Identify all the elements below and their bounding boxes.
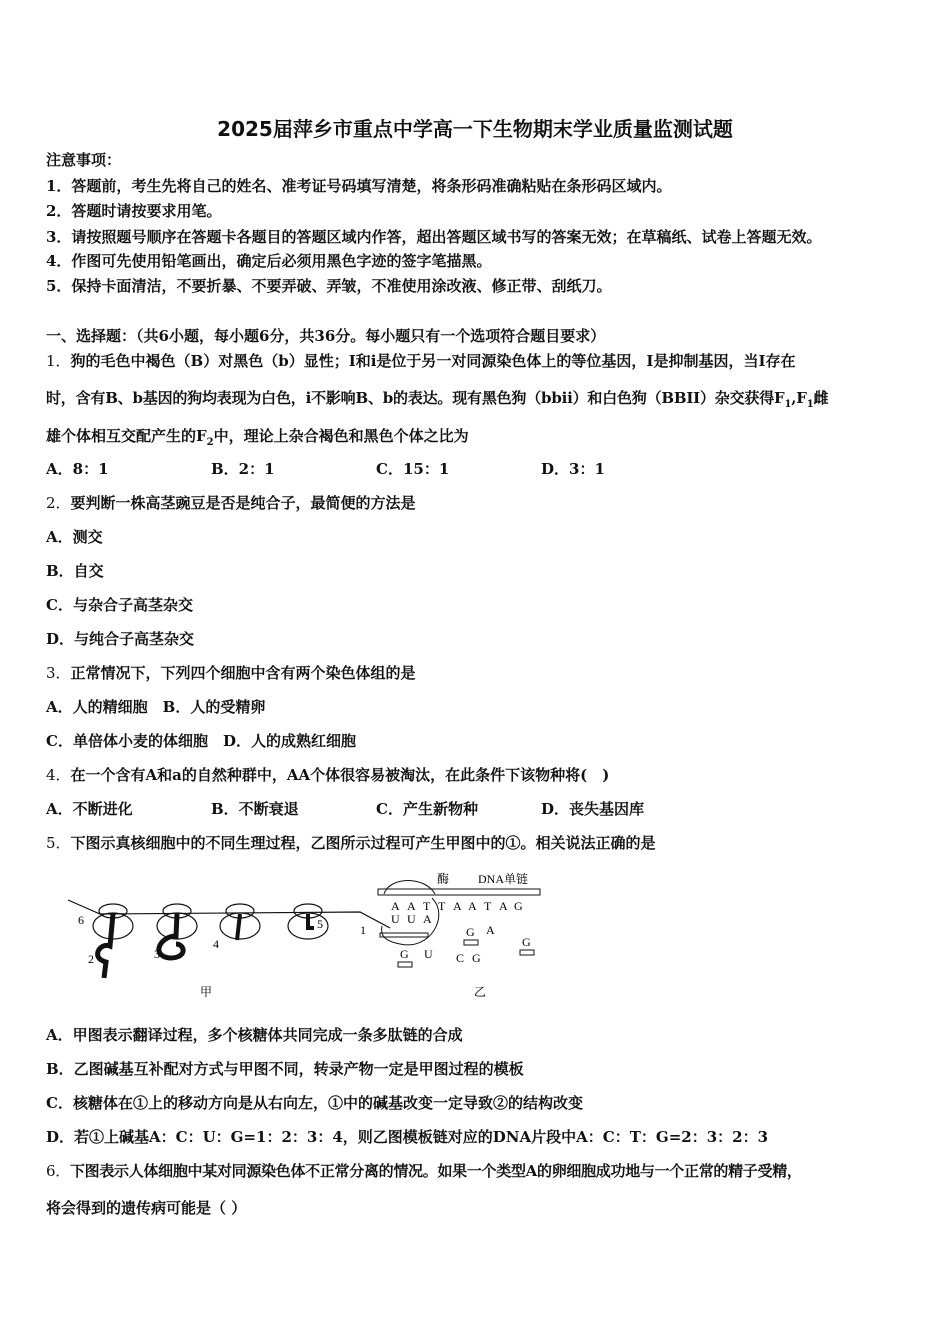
notice-heading: 注意事项：: [46, 151, 122, 169]
svg-text:A: A: [486, 923, 495, 937]
svg-text:酶: 酶: [437, 872, 450, 886]
svg-text:G: G: [514, 899, 523, 913]
option-b: B．乙图碱基互补配对方式与甲图不同，转录产物一定是甲图过程的模板: [46, 1060, 524, 1078]
option-c: C．15：1: [376, 460, 450, 478]
option-c: C．核糖体在①上的移动方向是从右向左，①中的碱基改变一定导致②的结构改变: [46, 1094, 583, 1112]
option-b: B．不断衰退: [211, 800, 299, 818]
svg-text:C: C: [456, 951, 465, 965]
q1-text: 狗的毛色中褐色（B）对黑色（b）显性；I和i是位于另一对同源染色体上的等位基因，I是抑制基因，当I存在: [70, 352, 796, 370]
svg-text:6: 6: [78, 913, 84, 927]
q1-line2: 时，含有B、b基因的狗均表现为白色，i不影响B、b的表达。现有黑色狗（bbii）和白色狗（BBII）杂交获得$F_1,F_1$雌: [46, 389, 829, 410]
option-a: A．8：1: [46, 460, 109, 478]
svg-text:5: 5: [317, 917, 323, 931]
q1-line1: [46, 351, 795, 371]
q6-line2: 将会得到的遗传病可能是（ ）: [46, 1199, 247, 1217]
option-b: B．2：1: [211, 460, 275, 478]
dna-bases: [391, 899, 531, 965]
figure-jia: [68, 900, 390, 978]
svg-text:4: 4: [213, 937, 219, 951]
svg-text:U: U: [391, 912, 400, 926]
q6-line1: 6．下图表示人体细胞中某对同源染色体不正常分离的情况。如果一个类型A的卵细胞成功地与一个正常的精子受精，: [46, 1162, 802, 1180]
q1-options: [46, 459, 706, 479]
notice-item: 3．请按照题号顺序在答题卡各题目的答题区域内作答，超出答题区域书写的答案无效；在草稿纸、试卷上答题无效。: [46, 228, 822, 246]
svg-text:G: G: [472, 951, 481, 965]
notice-item: 4．作图可先使用铅笔画出，确定后必须用黑色字迹的签字笔描黑。: [46, 252, 492, 270]
option-d: D．3：1: [541, 460, 605, 478]
option-c: C．产生新物种: [376, 800, 478, 818]
option-ab: A．人的精细胞 B．人的受精卵: [46, 698, 266, 716]
svg-text:2: 2: [88, 952, 94, 966]
section-heading: 一、选择题：（共6小题，每小题6分，共36分。每小题只有一个选项符合题目要求）: [46, 327, 606, 345]
option-b: B．自交: [46, 562, 104, 580]
question-number: 1．: [46, 352, 71, 370]
option-c: C．与杂合子高茎杂交: [46, 596, 193, 614]
svg-text:A: A: [453, 899, 462, 913]
svg-text:A: A: [391, 899, 400, 913]
svg-text:3: 3: [154, 947, 160, 961]
q5-figure: [60, 866, 550, 1006]
svg-text:A: A: [468, 899, 477, 913]
option-a: A．甲图表示翻译过程，多个核糖体共同完成一条多肽链的合成: [46, 1026, 463, 1044]
notice-item: 2．答题时请按要求用笔。: [46, 202, 222, 220]
svg-text:U: U: [424, 947, 433, 961]
option-d: D．与纯合子高茎杂交: [46, 630, 195, 648]
q4-options: [46, 799, 706, 819]
svg-text:甲: 甲: [200, 985, 213, 999]
svg-text:A: A: [407, 899, 416, 913]
q4-stem: 4．在一个含有A和a的自然种群中，AA个体很容易被淘汰，在此条件下该物种将( ): [46, 766, 610, 784]
option-d: D．丧失基因库: [541, 800, 645, 818]
svg-text:G: G: [466, 925, 475, 939]
svg-text:T: T: [423, 899, 431, 913]
option-d: D．若①上碱基A：C：U：G=1：2：3：4，则乙图模板链对应的DNA片段中A：C：T：G=2：3：2：3: [46, 1128, 769, 1146]
svg-text:1: 1: [360, 923, 366, 937]
svg-text:U: U: [407, 912, 416, 926]
q5-stem: 5．下图示真核细胞中的不同生理过程，乙图所示过程可产生甲图中的①。相关说法正确的是: [46, 834, 656, 852]
option-cd: C．单倍体小麦的体细胞 D．人的成熟红细胞: [46, 732, 356, 750]
notice-item: 1．答题前，考生先将自己的姓名、准考证号码填写清楚，将条形码准确粘贴在条形码区域内。: [46, 177, 672, 195]
q2-stem: 2．要判断一株高茎豌豆是否是纯合子，最简便的方法是: [46, 494, 416, 512]
svg-text:A: A: [423, 912, 432, 926]
page-title: 2025届萍乡市重点中学高一下生物期末学业质量监测试题: [217, 117, 733, 141]
q1-line3: 雄个体相互交配产生的$F_2$中，理论上杂合褐色和黑色个体之比为: [46, 427, 469, 448]
svg-text:乙: 乙: [474, 985, 487, 999]
svg-text:DNA单链: DNA单链: [478, 872, 528, 886]
svg-text:T: T: [438, 899, 446, 913]
svg-text:G: G: [400, 947, 409, 961]
q3-stem: 3．正常情况下，下列四个细胞中含有两个染色体组的是: [46, 664, 416, 682]
option-a: A．不断进化: [46, 800, 133, 818]
notice-item: 5．保持卡面清洁，不要折暴、不要弄破、弄皱，不准使用涂改液、修正带、刮纸刀。: [46, 277, 612, 295]
svg-text:G: G: [522, 935, 531, 949]
svg-text:T: T: [484, 899, 492, 913]
option-a: A．测交: [46, 528, 103, 546]
svg-text:A: A: [499, 899, 508, 913]
